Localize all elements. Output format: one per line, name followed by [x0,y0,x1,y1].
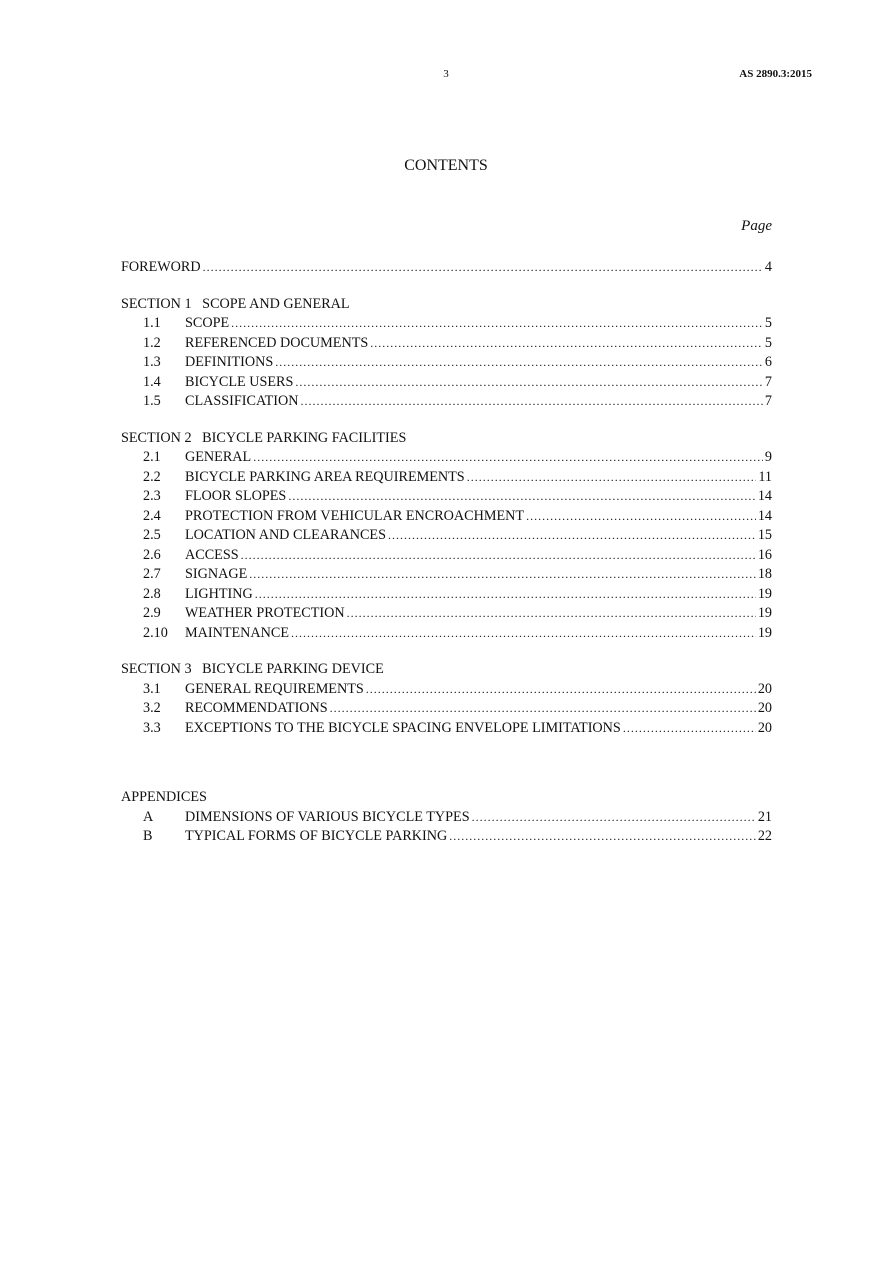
dot-leader [388,526,756,546]
toc-entry-number: 2.7 [143,566,161,582]
page-title: CONTENTS [404,157,488,174]
dot-leader [301,392,763,412]
toc-entry-page: 20 [757,680,772,697]
section-heading: SECTION 1 SCOPE AND GENERAL [121,295,350,312]
toc-entry-number: 2.4 [143,507,161,524]
dot-leader [203,258,763,278]
toc-entry-number: 2.10 [143,624,168,641]
toc-entry-page: 18 [757,566,772,582]
toc-entry-label: TYPICAL FORMS OF BICYCLE PARKING [185,828,448,844]
toc-entry[interactable] [121,353,772,373]
dot-leader [366,680,756,700]
toc-entry-label: RECOMMENDATIONS [185,700,328,716]
toc-entry[interactable] [121,808,772,828]
toc-entry-page: 20 [757,719,772,736]
dot-leader [291,624,756,644]
toc-entry-page: 5 [764,334,772,351]
toc-entry-number: 2.2 [143,468,161,485]
toc-entry-label: LIGHTING [185,585,253,602]
dot-leader [231,314,763,334]
toc-entry-number: 1.2 [143,334,161,351]
dot-leader [347,604,756,624]
toc-entry-page: 19 [757,605,772,621]
toc-entry-number: 2.9 [143,605,161,621]
toc-entry-page: 14 [757,488,772,504]
toc-entry-page: 4 [764,259,772,275]
toc-entry-label: GENERAL [185,449,252,465]
dot-leader [249,565,756,585]
dot-leader [241,546,756,566]
toc-entry-page: 16 [757,546,772,563]
toc-entry-page: 14 [757,507,772,524]
toc-entry-number: 2.8 [143,585,161,602]
toc-entry-page: 11 [758,468,772,485]
toc-entry-label: SCOPE [185,315,230,331]
toc-entry-page: 5 [764,315,772,331]
toc-entry-label: DIMENSIONS OF VARIOUS BICYCLE TYPES [185,808,470,825]
toc-entry-label: EXCEPTIONS TO THE BICYCLE SPACING ENVELOPE LIMITATIONS [185,719,621,736]
toc-entry-label: ACCESS [185,546,239,563]
toc-entry[interactable] [121,699,772,719]
toc-entry-label: FLOOR SLOPES [185,488,287,504]
toc-entry[interactable] [121,448,772,468]
toc-entry-number: 1.3 [143,354,161,370]
dot-leader [288,487,756,507]
toc-entry-label: SIGNAGE [185,566,248,582]
toc-entry[interactable] [121,468,772,488]
toc-entry-page: 19 [757,585,772,602]
toc-entry-number: 2.1 [143,449,161,465]
dot-leader [275,353,763,373]
toc-entry-page: 6 [764,354,772,370]
dot-leader [449,827,756,847]
dot-leader [472,808,756,828]
dot-leader [526,507,756,527]
toc-entry-label: GENERAL REQUIREMENTS [185,680,364,697]
dot-leader [295,373,763,393]
section-heading: SECTION 2 BICYCLE PARKING FACILITIES [121,429,407,446]
toc-entry[interactable] [121,507,772,527]
toc-entry[interactable] [121,624,772,644]
toc-entry[interactable] [121,680,772,700]
toc-entry[interactable] [121,546,772,566]
toc-entry-label: REFERENCED DOCUMENTS [185,334,369,351]
toc-entry-label: WEATHER PROTECTION [185,605,345,621]
toc-entry-label: CLASSIFICATION [185,393,299,409]
toc-entry[interactable] [121,585,772,605]
toc-entry-label: BICYCLE PARKING AREA REQUIREMENTS [185,468,465,485]
dot-leader [370,334,763,354]
toc-entry[interactable] [121,334,772,354]
toc-entry-label: FOREWORD [121,259,201,275]
toc-entry-label: PROTECTION FROM VEHICULAR ENCROACHMENT [185,507,525,524]
standard-id: AS 2890.3:2015 [739,68,812,80]
toc-entry-number: 2.6 [143,546,161,563]
toc-entry[interactable] [121,392,772,412]
toc-entry-page: 21 [757,808,772,825]
toc-entry-number: 1.1 [143,315,161,331]
toc-entry-label: DEFINITIONS [185,354,274,370]
toc-entry[interactable] [121,827,772,847]
toc-entry-foreword[interactable] [121,258,772,278]
page-column-label: Page [741,218,772,234]
toc-entry[interactable] [121,526,772,546]
toc-entry[interactable] [121,565,772,585]
toc-entry-page: 19 [757,624,772,641]
section-heading: SECTION 3 BICYCLE PARKING DEVICE [121,661,384,677]
dot-leader [330,699,756,719]
page-number: 3 [443,68,449,80]
toc-entry[interactable] [121,719,772,739]
table-of-contents [121,258,772,847]
toc-entry-number: A [143,808,154,825]
toc-entry-number: 3.1 [143,680,161,697]
toc-entry-number: 3.3 [143,719,161,736]
toc-entry-label: BICYCLE USERS [185,373,294,390]
appendices-heading: APPENDICES [121,789,207,805]
dot-leader [253,448,763,468]
toc-entry-page: 7 [764,373,772,390]
toc-entry-number: B [143,828,153,844]
toc-entry-page: 22 [757,828,772,844]
toc-entry-page: 9 [764,449,772,465]
toc-entry[interactable] [121,314,772,334]
dot-leader [255,585,756,605]
toc-entry-number: 3.2 [143,700,161,716]
toc-entry-number: 1.4 [143,373,161,390]
toc-entry-label: LOCATION AND CLEARANCES [185,527,386,543]
dot-leader [623,719,756,739]
dot-leader [467,468,757,488]
toc-entry[interactable] [121,487,772,507]
toc-entry-page: 20 [757,700,772,716]
toc-entry-number: 1.5 [143,393,161,409]
toc-entry-page: 7 [764,393,772,409]
toc-entry-number: 2.3 [143,488,161,504]
toc-entry-page: 15 [757,527,772,543]
toc-entry[interactable] [121,373,772,393]
toc-entry-label: MAINTENANCE [185,624,290,641]
toc-entry-number: 2.5 [143,527,161,543]
toc-entry[interactable] [121,604,772,624]
